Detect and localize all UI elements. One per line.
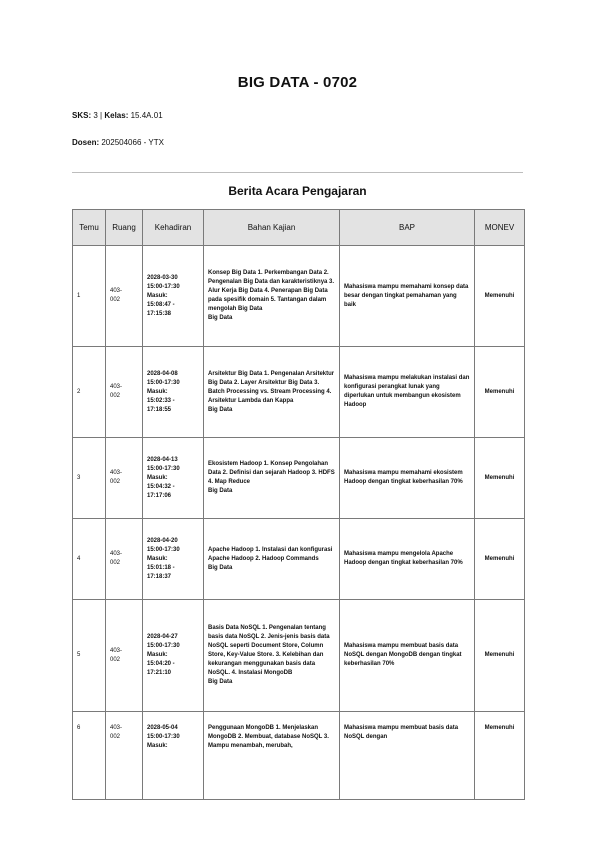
header-temu: Temu	[73, 210, 106, 246]
dosen-value: 202504066 - YTX	[101, 138, 164, 147]
ruang-cell: 403- 002	[106, 438, 143, 519]
bahan-kajian-cell: Basis Data NoSQL 1. Pengenalan tentang basis data NoSQL 2. Jenis-jenis basis data NoSQL seperti Document Store, Column Store, Key-Value Store. 3. Kelebihan dan kekurangan menggunakan basis data NoSQL. 4. Instalasi MongoDB Big Data	[204, 600, 340, 712]
table-header-row	[73, 210, 525, 246]
bap-cell: Mahasiswa mampu membuat basis data NoSQL dengan	[340, 712, 475, 800]
monev-cell: Memenuhi	[475, 600, 525, 712]
meta-separator: |	[100, 111, 103, 120]
table-row	[73, 600, 525, 712]
kehadiran-cell: 2028-03-30 15:00-17:30 Masuk: 15:08:47 - 17:15:38	[143, 246, 204, 347]
monev-cell: Memenuhi	[475, 712, 525, 800]
bahan-kajian-cell: Arsitektur Big Data 1. Pengenalan Arsitektur Big Data 2. Layer Arsitektur Big Data 3. Batch Processing vs. Stream Processing 4. Arsitektur Lambda dan Kappa Big Data	[204, 347, 340, 438]
temu-cell: 4	[73, 519, 106, 600]
kehadiran-cell: 2028-04-13 15:00-17:30 Masuk: 15:04:32 - 17:17:06	[143, 438, 204, 519]
bahan-kajian-cell: Konsep Big Data 1. Perkembangan Data 2. Pengenalan Big Data dan karakteristiknya 3. Alur Kerja Big Data 4. Penerapan Big Data pada spesifik domain 5. Tantangan dalam mengolah Big Data Big Data	[204, 246, 340, 347]
temu-cell: 6	[73, 712, 106, 800]
teaching-report-table	[72, 209, 525, 800]
kelas-value: 15.4A.01	[130, 111, 163, 120]
table-row	[73, 519, 525, 600]
monev-cell: Memenuhi	[475, 246, 525, 347]
course-title: BIG DATA - 0702	[237, 74, 358, 91]
header-divider	[72, 172, 523, 173]
monev-cell: Memenuhi	[475, 438, 525, 519]
monev-cell: Memenuhi	[475, 519, 525, 600]
ruang-cell: 403- 002	[106, 712, 143, 800]
bap-cell: Mahasiswa mampu membuat basis data NoSQL dengan MongoDB dengan tingkat keberhasilan 70%	[340, 600, 475, 712]
bahan-kajian-cell: Penggunaan MongoDB 1. Menjelaskan MongoDB 2. Membuat, database NoSQL 3. Mampu menambah, merubah,	[204, 712, 340, 800]
header-monev: MONEV	[475, 210, 525, 246]
bap-cell: Mahasiswa mampu memahami ekosistem Hadoop dengan tingkat keberhasilan 70%	[340, 438, 475, 519]
kehadiran-cell: 2028-05-04 15:00-17:30 Masuk:	[143, 712, 204, 800]
table-row	[73, 438, 525, 519]
lecturer-line	[72, 138, 164, 147]
table-row	[73, 712, 525, 800]
ruang-cell: 403- 002	[106, 347, 143, 438]
header-ruang: Ruang	[106, 210, 143, 246]
kehadiran-cell: 2028-04-08 15:00-17:30 Masuk: 15:02:33 - 17:18:55	[143, 347, 204, 438]
table-row	[73, 347, 525, 438]
ruang-cell: 403- 002	[106, 519, 143, 600]
bahan-kajian-cell: Apache Hadoop 1. Instalasi dan konfigurasi Apache Hadoop 2. Hadoop Commands Big Data	[204, 519, 340, 600]
ruang-cell: 403- 002	[106, 246, 143, 347]
section-title: Berita Acara Pengajaran	[228, 184, 367, 198]
bap-cell: Mahasiswa mampu melakukan instalasi dan konfigurasi perangkat lunak yang diperlukan untuk membangun ekosistem Hadoop	[340, 347, 475, 438]
monev-cell: Memenuhi	[475, 347, 525, 438]
table-row	[73, 246, 525, 347]
temu-cell: 2	[73, 347, 106, 438]
kehadiran-cell: 2028-04-27 15:00-17:30 Masuk: 15:04:20 - 17:21:10	[143, 600, 204, 712]
sks-value: 3	[93, 111, 98, 120]
dosen-label: Dosen:	[72, 138, 100, 147]
header-bap: BAP	[340, 210, 475, 246]
temu-cell: 3	[73, 438, 106, 519]
temu-cell: 5	[73, 600, 106, 712]
kehadiran-cell: 2028-04-20 15:00-17:30 Masuk: 15:01:18 - 17:18:37	[143, 519, 204, 600]
sks-label: SKS:	[72, 111, 92, 120]
temu-cell: 1	[73, 246, 106, 347]
header-bahan-kajian: Bahan Kajian	[204, 210, 340, 246]
bahan-kajian-cell: Ekosistem Hadoop 1. Konsep Pengolahan Data 2. Definisi dan sejarah Hadoop 3. HDFS 4. Map Reduce Big Data	[204, 438, 340, 519]
header-kehadiran: Kehadiran	[143, 210, 204, 246]
bap-cell: Mahasiswa mampu mengelola Apache Hadoop dengan tingkat keberhasilan 70%	[340, 519, 475, 600]
ruang-cell: 403- 002	[106, 600, 143, 712]
bap-cell: Mahasiswa mampu memahami konsep data besar dengan tingkat pemahaman yang baik	[340, 246, 475, 347]
course-meta-line	[72, 111, 163, 120]
kelas-label: Kelas:	[104, 111, 129, 120]
